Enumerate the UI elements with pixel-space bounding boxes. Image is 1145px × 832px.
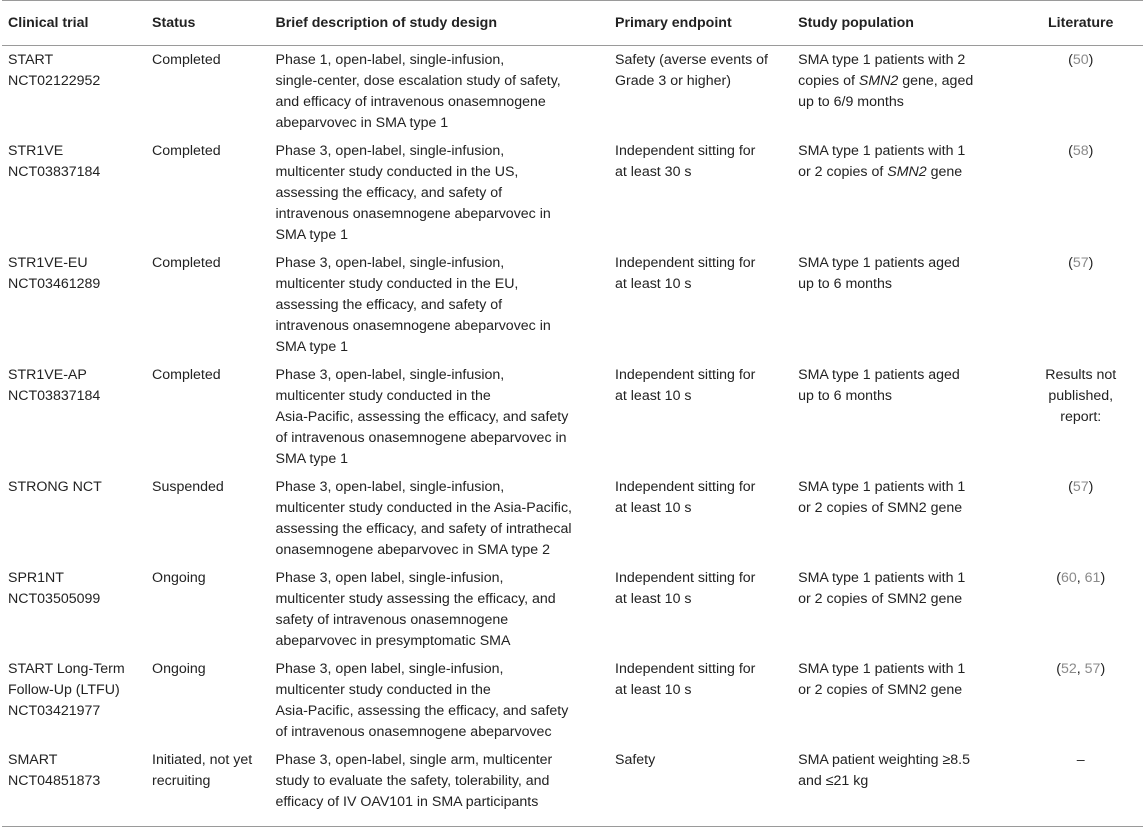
gene-name: SMN2 — [858, 73, 899, 89]
cell-literature-line: Results not — [1045, 367, 1117, 383]
cell-design-line: Phase 3, open-label, single-infusion, — [275, 255, 505, 271]
cell-population — [792, 249, 1018, 361]
cell-trial-line: STR1VE-AP — [8, 367, 87, 383]
cell-population — [792, 655, 1018, 746]
cell-endpoint — [609, 361, 792, 473]
cell-population-line: or 2 copies of SMN2 gene — [798, 500, 963, 516]
cell-trial-line: NCT03421977 — [8, 703, 101, 719]
clinical-trials-table — [2, 0, 1143, 827]
cell-trial-line: START Long-Term — [8, 661, 125, 677]
cell-endpoint — [609, 137, 792, 249]
reference-link[interactable]: 50 — [1072, 52, 1089, 68]
cell-endpoint-line: at least 10 s — [615, 682, 692, 698]
cell-design-line: assessing the efficacy, and safety of — [275, 185, 503, 201]
cell-design-line: of intravenous onasemnogene abeparvovec — [275, 724, 552, 740]
cell-trial-line: Follow-Up (LTFU) — [8, 682, 120, 698]
cell-status-line: Ongoing — [152, 570, 206, 586]
cell-population-line: up to 6/9 months — [798, 94, 904, 110]
cell-endpoint — [609, 746, 792, 827]
cell-literature-line: report: — [1060, 409, 1102, 425]
cell-design-line: single-center, dose escalation study of safety, — [275, 73, 561, 89]
table-row — [2, 746, 1143, 827]
cell-endpoint-line: Safety (averse events of — [615, 52, 768, 68]
cell-design-line: multicenter study conducted in the Asia-Pacific, — [275, 500, 572, 516]
cell-population-line: SMA patient weighting ≥8.5 — [798, 752, 970, 768]
table-header — [2, 1, 1143, 46]
cell-design-line: multicenter study conducted in the — [275, 388, 491, 404]
cell-status — [146, 746, 269, 827]
cell-design — [269, 137, 609, 249]
cell-design-line: Phase 3, open-label, single-infusion, — [275, 479, 505, 495]
cell-trial-line: NCT03837184 — [8, 388, 101, 404]
cell-population-line: SMA type 1 patients with 1 — [798, 143, 966, 159]
table-row — [2, 249, 1143, 361]
cell-trial — [2, 249, 146, 361]
cell-population-line: SMA type 1 patients aged — [798, 255, 960, 271]
cell-population-line: SMA type 1 patients with 1 — [798, 570, 966, 586]
cell-trial — [2, 361, 146, 473]
reference-link[interactable]: 60 — [1061, 570, 1077, 586]
reference-link[interactable]: 52 — [1061, 661, 1077, 677]
cell-population-line — [798, 71, 1012, 92]
reference-link[interactable]: 58 — [1072, 143, 1089, 159]
cell-trial-line: SMART — [8, 752, 58, 768]
cell-population — [792, 564, 1018, 655]
table-row — [2, 655, 1143, 746]
cell-status-line: Suspended — [152, 479, 224, 495]
cell-design — [269, 46, 609, 138]
cell-endpoint-line: Independent sitting for — [615, 367, 756, 383]
cell-population — [792, 746, 1018, 827]
cell-status — [146, 137, 269, 249]
cell-status-line: Completed — [152, 143, 221, 159]
cell-design-line: multicenter study conducted in the — [275, 682, 491, 698]
cell-population-line: or 2 copies of SMN2 gene — [798, 682, 963, 698]
cell-design-line: intravenous onasemnogene abeparvovec in — [275, 318, 551, 334]
cell-endpoint-line: Independent sitting for — [615, 570, 756, 586]
cell-design-line: of intravenous onasemnogene abeparvovec in — [275, 430, 567, 446]
cell-design-line: assessing the efficacy, and safety of intrathecal — [275, 521, 572, 537]
cell-population-line: up to 6 months — [798, 388, 892, 404]
cell-literature: (60, 61) — [1056, 570, 1106, 586]
cell-endpoint-line: at least 10 s — [615, 591, 692, 607]
cell-trial — [2, 137, 146, 249]
cell-trial-line: NCT03461289 — [8, 276, 101, 292]
cell-design-line: safety of intravenous onasemnogene — [275, 612, 509, 628]
table-row — [2, 473, 1143, 564]
cell-status — [146, 46, 269, 138]
cell-population — [792, 137, 1018, 249]
cell-design-line: and efficacy of intravenous onasemnogene — [275, 94, 546, 110]
cell-endpoint-line: Independent sitting for — [615, 255, 756, 271]
cell-design-line: intravenous onasemnogene abeparvovec in — [275, 206, 551, 222]
cell-design-line: Phase 3, open label, single-infusion, — [275, 570, 504, 586]
cell-trial-line: START — [8, 52, 54, 68]
cell-population-line: SMA type 1 patients with 1 — [798, 479, 966, 495]
cell-design-line: study to evaluate the safety, tolerability, and — [275, 773, 550, 789]
cell-design-line: SMA type 1 — [275, 451, 349, 467]
cell-trial-line: NCT03837184 — [8, 164, 101, 180]
cell-design-line: Asia-Pacific, assessing the efficacy, and safety — [275, 703, 569, 719]
cell-literature: (58) — [1068, 143, 1094, 159]
population-text: gene, aged — [898, 73, 974, 89]
population-text: gene — [926, 164, 963, 180]
cell-status — [146, 473, 269, 564]
reference-link[interactable]: 57 — [1084, 661, 1101, 677]
cell-endpoint-line: at least 10 s — [615, 388, 692, 404]
cell-design-line: Phase 3, open-label, single-infusion, — [275, 143, 505, 159]
cell-status-line: recruiting — [152, 773, 211, 789]
cell-endpoint-line: at least 30 s — [615, 164, 692, 180]
cell-design-line: SMA type 1 — [275, 227, 349, 243]
cell-trial — [2, 655, 146, 746]
cell-design-line: Phase 3, open-label, single-infusion, — [275, 367, 505, 383]
header-design: Brief description of study design — [269, 1, 609, 46]
cell-trial — [2, 746, 146, 827]
cell-endpoint — [609, 473, 792, 564]
cell-design-line: efficacy of IV OAV101 in SMA participants — [275, 794, 539, 810]
cell-population — [792, 473, 1018, 564]
cell-population — [792, 46, 1018, 138]
cell-literature-line: – — [1076, 752, 1085, 768]
header-population: Study population — [792, 1, 1018, 46]
cell-design-line: abeparvovec in SMA type 1 — [275, 115, 449, 131]
cell-design — [269, 746, 609, 827]
table-row — [2, 137, 1143, 249]
population-text: copies of — [798, 73, 859, 89]
cell-endpoint-line: at least 10 s — [615, 500, 692, 516]
cell-status — [146, 564, 269, 655]
cell-trial-line: NCT04851873 — [8, 773, 101, 789]
cell-trial — [2, 473, 146, 564]
cell-status — [146, 249, 269, 361]
cell-literature-line: published, — [1048, 388, 1114, 404]
cell-status — [146, 361, 269, 473]
header-clinical-trial: Clinical trial — [2, 1, 146, 46]
cell-trial — [2, 46, 146, 138]
cell-status-line: Completed — [152, 367, 221, 383]
cell-design — [269, 361, 609, 473]
cell-population-line: and ≤21 kg — [798, 773, 869, 789]
cell-design-line: abeparvovec in presymptomatic SMA — [275, 633, 511, 649]
cell-literature — [1018, 746, 1143, 827]
cell-population-line: or 2 copies of SMN2 gene — [798, 591, 963, 607]
cell-design-line: SMA type 1 — [275, 339, 349, 355]
cell-design-line: Phase 1, open-label, single-infusion, — [275, 52, 505, 68]
cell-trial-line: STR1VE — [8, 143, 64, 159]
population-text: or 2 copies of — [798, 164, 888, 180]
cell-endpoint-line: Independent sitting for — [615, 479, 756, 495]
reference-link[interactable]: 61 — [1084, 570, 1101, 586]
cell-status-line: Completed — [152, 52, 221, 68]
cell-design — [269, 249, 609, 361]
cell-endpoint-line: at least 10 s — [615, 276, 692, 292]
cell-endpoint — [609, 655, 792, 746]
cell-trial-line: STR1VE-EU — [8, 255, 88, 271]
cell-design-line: multicenter study conducted in the US, — [275, 164, 519, 180]
reference-link[interactable]: 57 — [1072, 479, 1089, 495]
cell-literature: (57) — [1068, 479, 1094, 495]
reference-link[interactable]: 57 — [1072, 255, 1089, 271]
cell-population-line: SMA type 1 patients aged — [798, 367, 960, 383]
cell-population-line: SMA type 1 patients with 1 — [798, 661, 966, 677]
cell-design-line: Asia-Pacific, assessing the efficacy, and safety — [275, 409, 569, 425]
cell-status-line: Completed — [152, 255, 221, 271]
cell-status — [146, 655, 269, 746]
cell-endpoint — [609, 46, 792, 138]
table-row — [2, 361, 1143, 473]
cell-design — [269, 655, 609, 746]
cell-endpoint — [609, 249, 792, 361]
cell-trial-line: STRONG NCT — [8, 479, 102, 495]
cell-literature — [1018, 361, 1143, 473]
cell-population-line: up to 6 months — [798, 276, 892, 292]
table-row — [2, 46, 1143, 138]
cell-endpoint-line: Independent sitting for — [615, 661, 756, 677]
cell-status-line: Ongoing — [152, 661, 206, 677]
header-status: Status — [146, 1, 269, 46]
cell-design-line: assessing the efficacy, and safety of — [275, 297, 503, 313]
cell-population-line — [798, 162, 1012, 183]
cell-design-line: Phase 3, open-label, single arm, multicenter — [275, 752, 553, 768]
cell-population-line: SMA type 1 patients with 2 — [798, 52, 966, 68]
cell-trial-line: SPR1NT — [8, 570, 64, 586]
cell-design-line: onasemnogene abeparvovec in SMA type 2 — [275, 542, 550, 558]
cell-literature: (50) — [1068, 52, 1094, 68]
header-row — [2, 1, 1143, 46]
cell-population — [792, 361, 1018, 473]
cell-design-line: multicenter study conducted in the EU, — [275, 276, 519, 292]
header-endpoint: Primary endpoint — [609, 1, 792, 46]
gene-name: SMN2 — [887, 164, 927, 180]
cell-design — [269, 473, 609, 564]
cell-endpoint-line: Safety — [615, 752, 656, 768]
table-body — [2, 46, 1143, 827]
cell-literature: (57) — [1068, 255, 1094, 271]
cell-endpoint — [609, 564, 792, 655]
cell-endpoint-line: Independent sitting for — [615, 143, 756, 159]
cell-design — [269, 564, 609, 655]
table-row — [2, 564, 1143, 655]
cell-endpoint-line: Grade 3 or higher) — [615, 73, 731, 89]
cell-design-line: Phase 3, open label, single-infusion, — [275, 661, 504, 677]
cell-trial-line: NCT02122952 — [8, 73, 101, 89]
cell-status-line: Initiated, not yet — [152, 752, 253, 768]
cell-design-line: multicenter study assessing the efficacy, and — [275, 591, 556, 607]
cell-literature: (52, 57) — [1056, 661, 1106, 677]
cell-trial — [2, 564, 146, 655]
header-literature: Literature — [1018, 1, 1143, 46]
cell-trial-line: NCT03505099 — [8, 591, 101, 607]
